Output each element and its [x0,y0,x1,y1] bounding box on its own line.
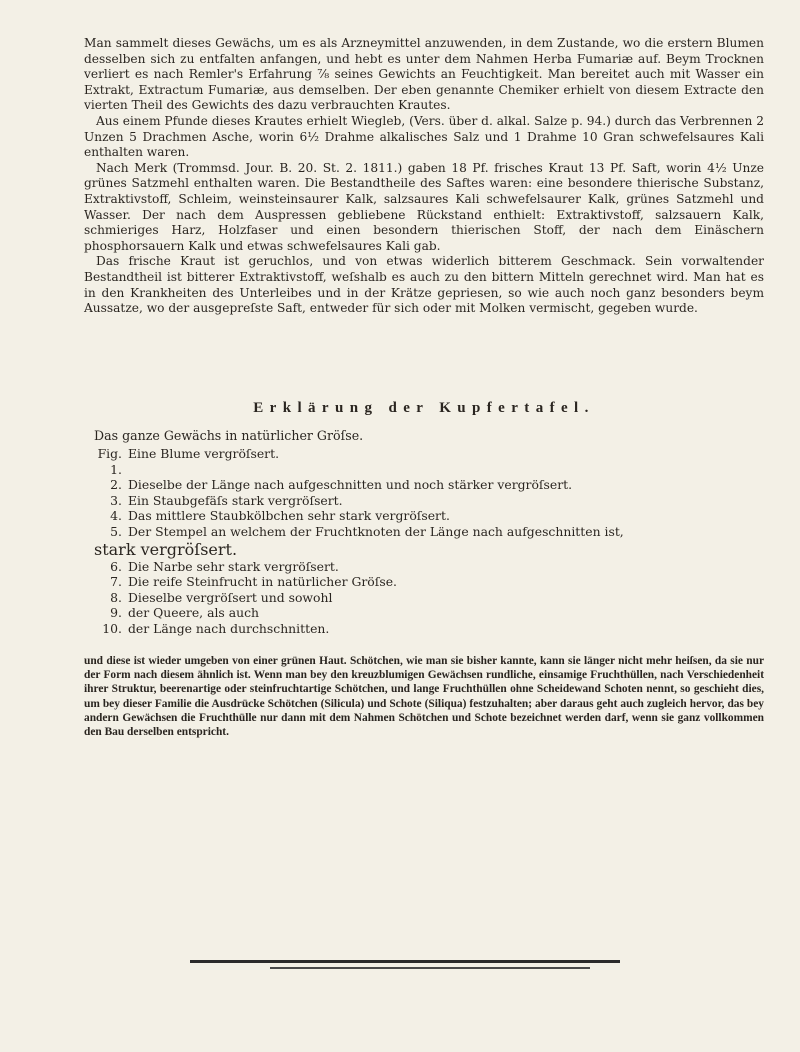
paragraph-4: Das frische Kraut ist geruchlos, und von etwas widerlich bitterem Geschmack. Sein vorwaltender Bestandtheil ist bitterer Extraktivstoff, weſshalb es auch zu den bittern Mitteln gerechnet wird. Man hat es in den Krankheiten des Unterleibes und in der Krätze gepriesen, so wie auch noch ganz besonders beym Aussatze, wo der ausgepreſste Saft, entweder für sich oder mit Molken vermischt, gegeben wurde. [84,254,764,316]
figure-text: der Queere, als auch [128,605,259,621]
figure-text: Eine Blume vergröſsert. [128,446,280,461]
figure-item [94,477,754,493]
figure-item [94,493,754,509]
footnote-text: und diese ist wieder umgeben von einer grünen Haut. Schötchen, wie man sie bisher kannte, kann sie länger nicht mehr heiſsen, da sie nur der Form nach diesem ähnlich ist. Wenn man bey den kreuzblumigen Gewächsen rundliche, einsamige Fruchthüllen, nach Verschiedenheit ihrer Struktur, beerenartige oder steinfruchtartige Schötchen, und lange Fruchthüllen ohne Scheidewand Schoten nennt, so geschieht dies, um bey dieser Familie die Ausdrücke Schötchen (Silicula) und Schote (Siliqua) festzuhalten; aber daraus geht auch zugleich hervor, das bey andern Gewächsen die Fruchthülle nur dann mit dem Nahmen Schötchen und Schote bezeichnet werden darf, wenn sie ganz vollkommen den Bau derselben entspricht. [84,655,764,739]
figure-item [94,605,754,621]
figure-number: 4. [110,508,122,524]
figure-number: 7. [110,574,122,590]
figure-text: Das mittlere Staubkölbchen sehr stark vergröſsert. [128,508,450,524]
figure-item [94,446,754,477]
figure-item [94,508,754,524]
figure-item [94,621,754,637]
figure-number: 9. [110,605,122,621]
figure-item [94,559,754,575]
figure-number: 6. [110,558,122,574]
figure-item [94,590,754,606]
figure-number: 5. [110,523,122,539]
figure-number: Fig. 1. [97,446,122,477]
figure-number: 10. [102,620,122,636]
page-text-block [84,36,764,739]
figure-number: 8. [110,589,122,605]
figure-text: Die reife Steinfrucht in natürlicher Gröſse. [128,574,397,590]
bottom-rule-secondary [270,967,590,969]
section-heading: Erklärung der Kupfertafel. [253,400,595,416]
paragraph-3: Nach Merk (Trommsd. Jour. B. 20. St. 2. 1811.) gaben 18 Pf. frisches Kraut 13 Pf. Saft, worin 4½ Unze grünes Satzmehl enthalten waren. Die Bestandtheile des Saftes waren: eine besondere thierische Substanz, Extraktivstoff, Schleim, weinsteinsaurer Kalk, salzsaures Kali schwefelsaurer Kalk, grünes Satzmehl und Wasser. Der nach dem Auspressen gebliebene Rückstand enthielt: Extraktivstoff, salzsauern Kalk, schmieriges Harz, Holzfaser und einen besondern thierischen Stoff, der nach dem Einäschern phosphorsauern Kalk und etwas schwefelsaures Kali gab. [84,160,764,253]
paragraph-1: Man sammelt dieses Gewächs, um es als Arzneymittel anzuwenden, in dem Zustande, wo die erstern Blumen desselben sich zu entfalten anfangen, und hebt es unter dem Nahmen Herba Fumariæ auf. Beym Trocknen verliert es nach Remler's Erfahrung ⅞ seines Gewichts an Feuchtigkeit. Man bereitet auch mit Wasser ein Extrakt, Extractum Fumariæ, aus demselben. Der eben genannte Chemiker erhielt von diesem Extracte den vierten Theil des Gewichts des dazu verbrauchten Krautes. [84,36,764,113]
figure-number: 3. [110,492,122,508]
figure-text: Ein Staubgefäſs stark vergröſsert. [128,492,343,508]
figure-item [94,574,754,590]
figure-text: der Länge nach durchschnitten. [128,620,330,636]
figure-number: 2. [110,477,122,493]
figure-list [94,428,754,637]
figure-text: Dieselbe der Länge nach aufgeschnitten und noch stärker vergröſsert. [128,477,573,493]
bottom-rule [190,960,620,963]
figure-item [94,524,754,540]
figure-intro: Das ganze Gewächs in natürlicher Gröſse. [94,428,364,443]
figure-text: Dieselbe vergröſsert und sowohl [128,589,333,605]
figure-text-continued: stark vergröſsert. [94,539,238,559]
figure-text: Der Stempel an welchem der Fruchtknoten der Länge nach aufgeschnitten ist, [128,523,624,539]
paragraph-2: Aus einem Pfunde dieses Krautes erhielt Wiegleb, (Vers. über d. alkal. Salze p. 94.) durch das Verbrennen 2 Unzen 5 Drachmen Asche, worin 6½ Drahme alkalisches Salz und 1 Drahme 10 Gran schwefelsaures Kali enthalten waren. [84,113,764,160]
figure-text: Die Narbe sehr stark vergröſsert. [128,558,339,574]
